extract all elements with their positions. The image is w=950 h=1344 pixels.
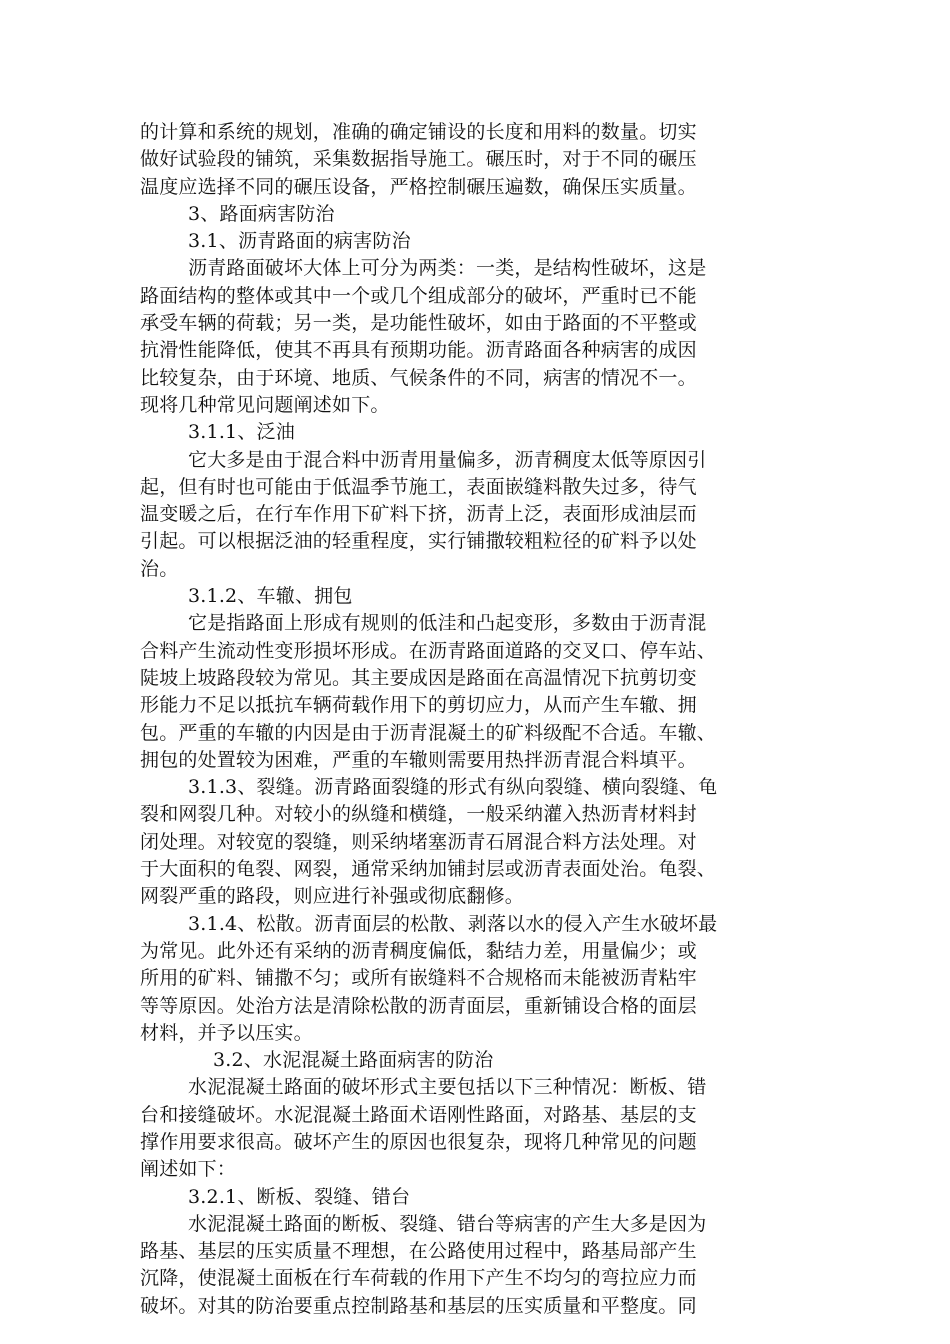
text-line: 台和接缝破坏。水泥混凝土路面术语刚性路面，对路基、基层的支 <box>140 1103 697 1126</box>
text-line: 沥青路面破坏大体上可分为两类：一类，是结构性破坏，这是 <box>188 257 707 280</box>
text-line: 形能力不足以抵抗车辆荷载作用下的剪切应力，从而产生车辙、拥 <box>140 694 697 717</box>
text-line: 抗滑性能降低，使其不再具有预期功能。沥青路面各种病害的成因 <box>140 339 697 362</box>
text-line: 温变暖之后，在行车作用下矿料下挤，沥青上泛，表面形成油层而 <box>140 503 697 526</box>
text-line: 路面结构的整体或其中一个或几个组成部分的破坏，严重时已不能 <box>140 284 697 307</box>
text-line: 材料，并予以压实。 <box>140 1021 313 1044</box>
text-line: 现将几种常见问题阐述如下。 <box>140 393 390 416</box>
text-line: 它大多是由于混合料中沥青用量偏多，沥青稠度太低等原因引 <box>188 448 707 471</box>
text-line: 水泥混凝土路面的断板、裂缝、错台等病害的产生大多是因为 <box>188 1212 707 1235</box>
text-line: 破坏。对其的防治要重点控制路基和基层的压实质量和平整度。同 <box>140 1294 697 1317</box>
text-line: 的计算和系统的规划，准确的确定铺设的长度和用料的数量。切实 <box>140 121 697 143</box>
text-line: 阐述如下： <box>140 1158 237 1181</box>
text-line: 承受车辆的荷载；另一类，是功能性破坏，如由于路面的不平整或 <box>140 312 697 335</box>
text-line: 起，但有时也可能由于低温季节施工，表面嵌缝料散失过多，待气 <box>140 475 697 498</box>
text-line: 闭处理。对较宽的裂缝，则采纳堵塞沥青石屑混合料方法处理。对 <box>140 830 697 853</box>
text-line: 拥包的处置较为困难，严重的车辙则需要用热拌沥青混合料填平。 <box>140 748 697 771</box>
text-line: 撑作用要求很高。破坏产生的原因也很复杂，现将几种常见的问题 <box>140 1130 697 1153</box>
text-line: 包。严重的车辙的内因是由于沥青混凝土的矿料级配不合适。车辙、 <box>140 721 717 744</box>
text-line: 温度应选择不同的碾压设备，严格控制碾压遍数，确保压实质量。 <box>140 175 697 198</box>
text-line: 路基、基层的压实质量不理想，在公路使用过程中，路基局部产生 <box>140 1240 697 1263</box>
text-line: 所用的矿料、铺撒不匀；或所有嵌缝料不合规格而未能被沥青粘牢 <box>140 967 697 990</box>
text-line: 3.2、水泥混凝土路面病害的防治 <box>213 1049 494 1072</box>
text-line: 比较复杂，由于环境、地质、气候条件的不同，病害的情况不一。 <box>140 366 697 389</box>
text-line: 3、路面病害防治 <box>188 202 335 225</box>
document-body <box>140 119 800 1320</box>
text-line: 3.1.1、泛油 <box>188 421 295 444</box>
text-line: 做好试验段的铺筑，采集数据指导施工。碾压时，对于不同的碾压 <box>140 148 697 171</box>
text-line: 它是指路面上形成有规则的低洼和凸起变形，多数由于沥青混 <box>188 612 707 635</box>
text-line: 等等原因。处治方法是清除松散的沥青面层，重新铺设合格的面层 <box>140 994 697 1017</box>
text-line: 为常见。此外还有采纳的沥青稠度偏低，黏结力差，用量偏少；或 <box>140 939 697 962</box>
text-line: 3.1、沥青路面的病害防治 <box>188 230 411 253</box>
text-line: 3.1.2、车辙、拥包 <box>188 585 353 608</box>
text-line: 裂和网裂几种。对较小的纵缝和横缝，一般采纳灌入热沥青材料封 <box>140 803 697 826</box>
text-line: 网裂严重的路段，则应进行补强或彻底翻修。 <box>140 885 525 908</box>
text-line: 合料产生流动性变形损坏形成。在沥青路面道路的交叉口、停车站、 <box>140 639 717 662</box>
text-line: 水泥混凝土路面的破坏形式主要包括以下三种情况：断板、错 <box>188 1076 707 1099</box>
text-line: 3.1.4、松散。沥青面层的松散、剥落以水的侵入产生水破坏最 <box>188 912 718 935</box>
text-line: 3.1.3、裂缝。沥青路面裂缝的形式有纵向裂缝、横向裂缝、龟 <box>188 776 718 799</box>
text-line: 治。 <box>140 557 179 580</box>
text-line: 沉降，使混凝土面板在行车荷载的作用下产生不均匀的弯拉应力而 <box>140 1267 697 1290</box>
text-line: 于大面积的龟裂、网裂，通常采纳加铺封层或沥青表面处治。龟裂、 <box>140 858 717 881</box>
text-line: 陡坡上坡路段较为常见。其主要成因是路面在高温情况下抗剪切变 <box>140 666 697 689</box>
text-line: 3.2.1、断板、裂缝、错台 <box>188 1185 411 1208</box>
text-line: 引起。可以根据泛油的轻重程度，实行铺撒较粗粒径的矿料予以处 <box>140 530 697 553</box>
